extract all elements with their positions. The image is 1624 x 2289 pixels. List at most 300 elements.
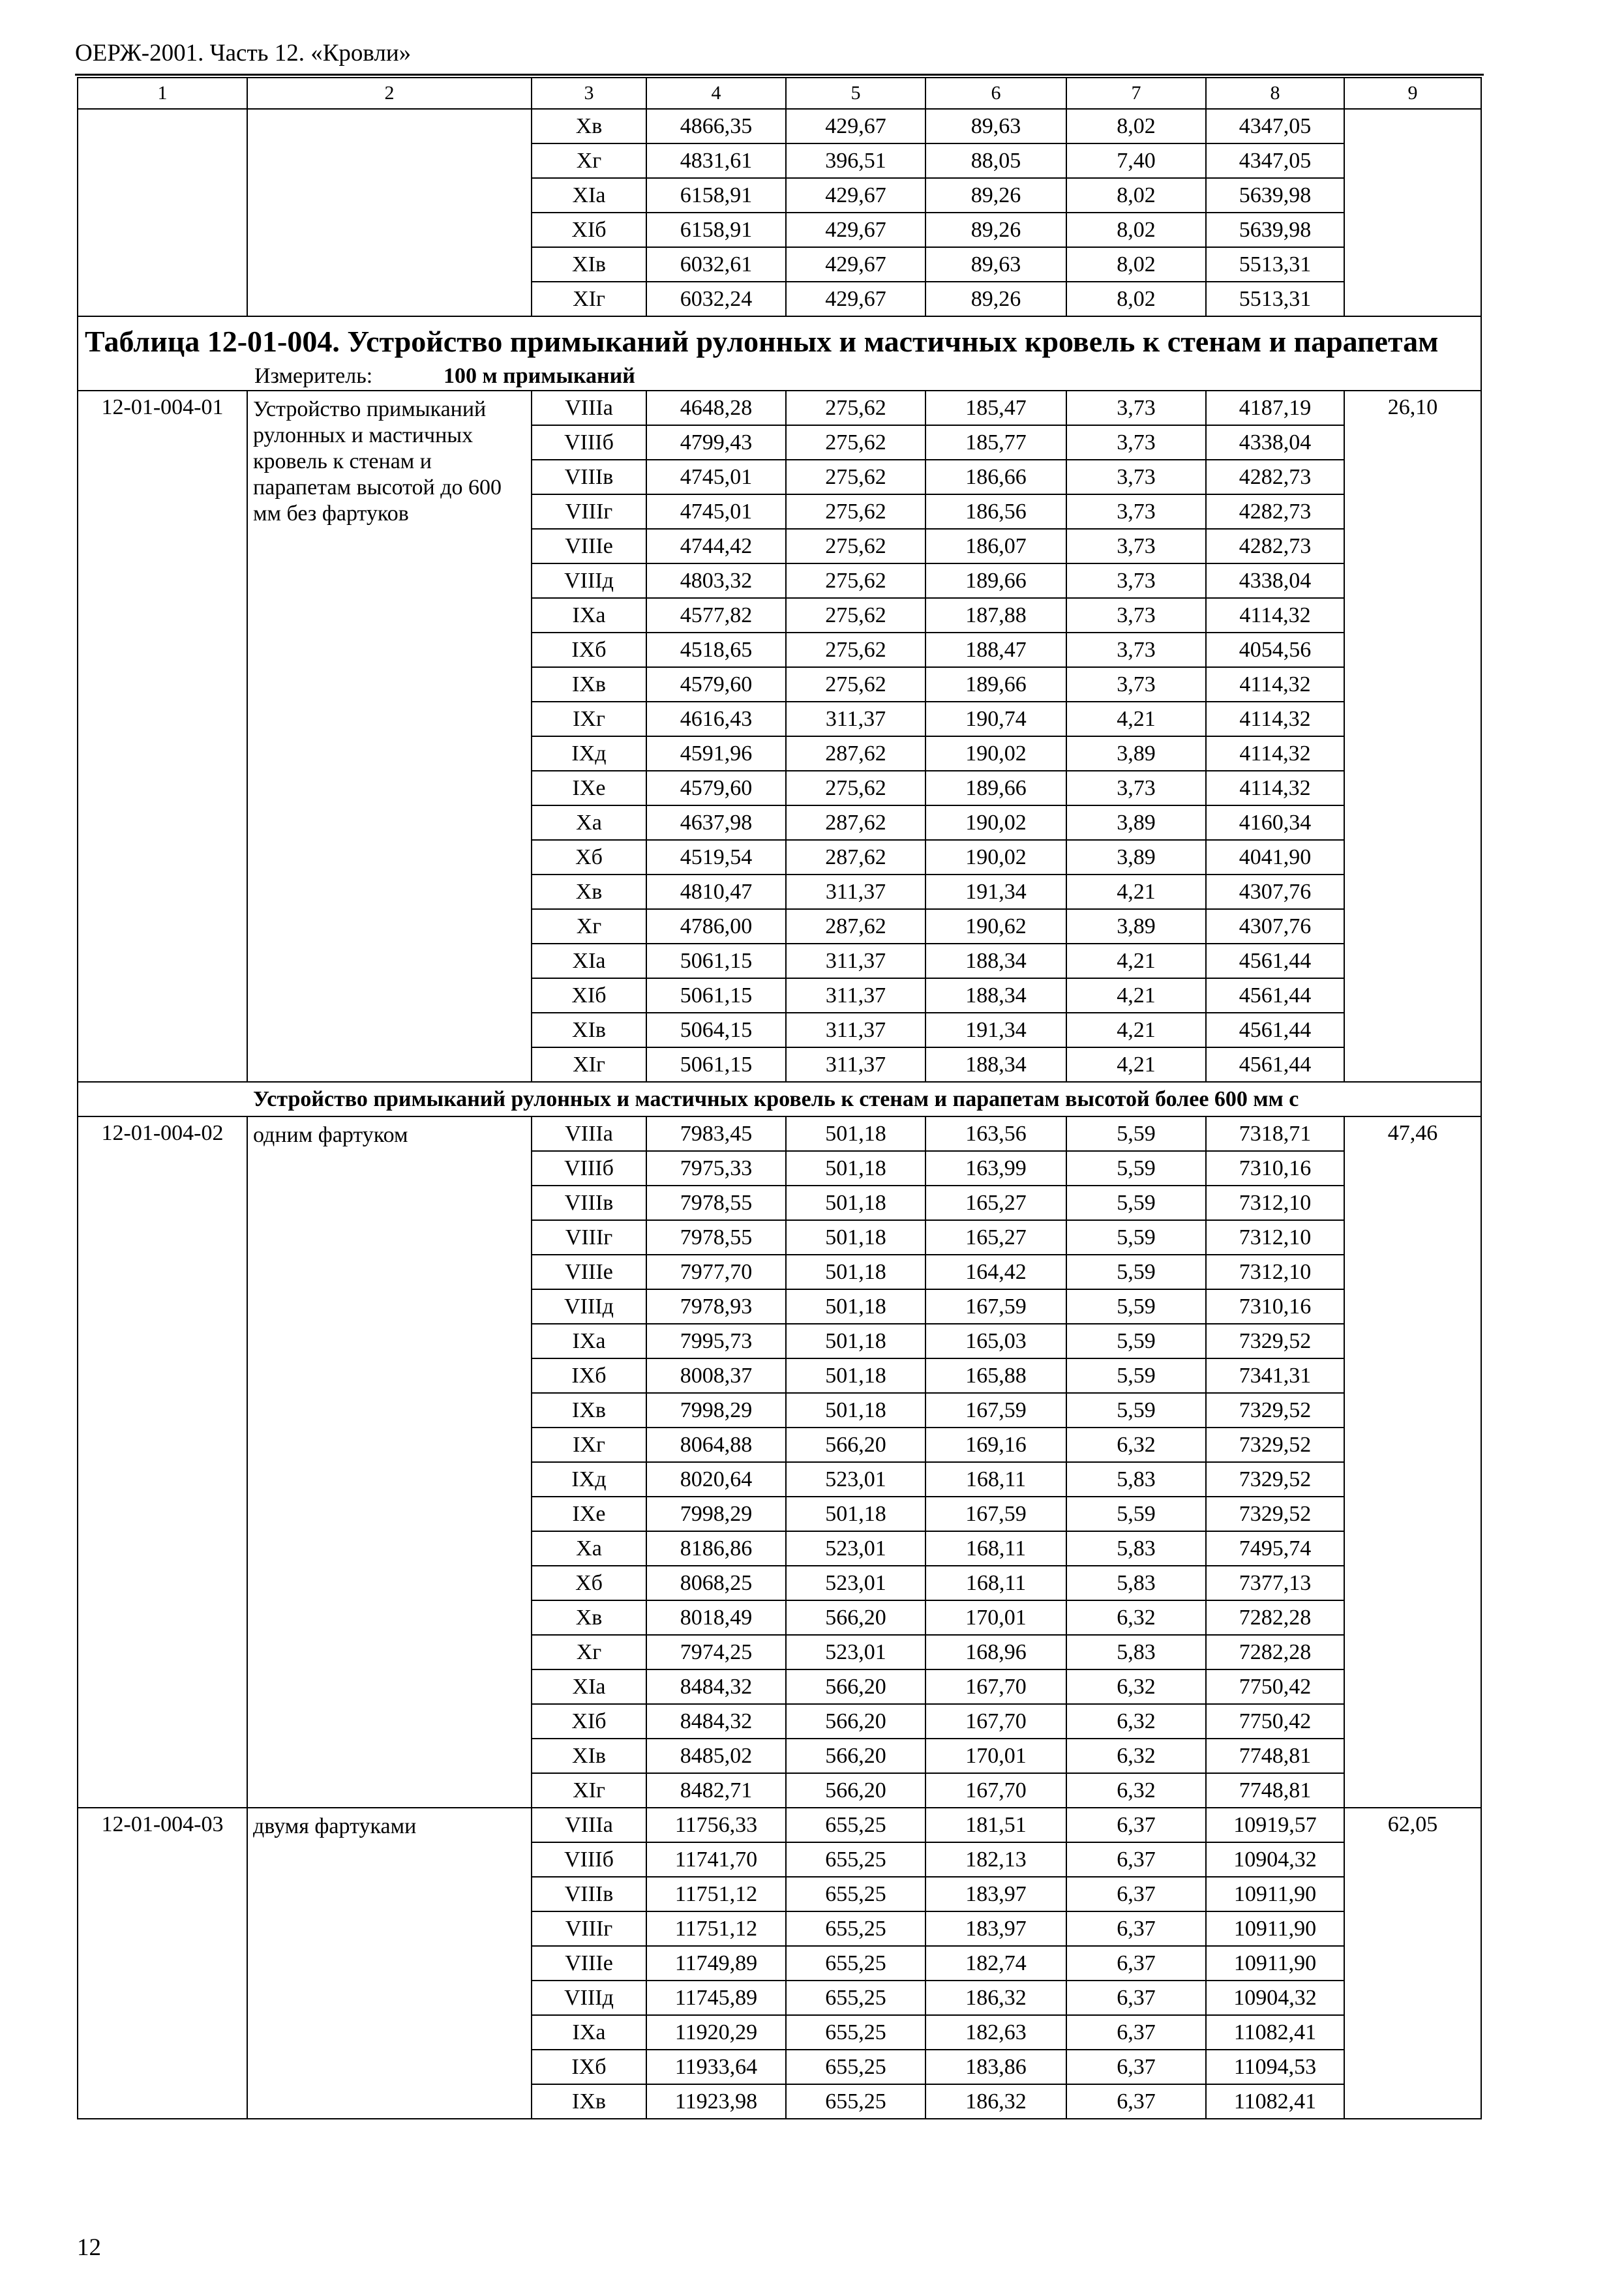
region-cell: XIб <box>532 978 646 1013</box>
value-cell: 168,11 <box>925 1566 1066 1600</box>
value-cell: 7329,52 <box>1206 1324 1344 1358</box>
value-cell: 163,56 <box>925 1116 1066 1151</box>
value-cell: 168,96 <box>925 1635 1066 1669</box>
value-cell: 183,97 <box>925 1877 1066 1911</box>
value-cell: 8068,25 <box>646 1566 786 1600</box>
value-cell: 7998,29 <box>646 1497 786 1531</box>
value-cell: 429,67 <box>786 247 925 282</box>
value-cell: 7977,70 <box>646 1255 786 1289</box>
value-cell: 566,20 <box>786 1600 925 1635</box>
value-cell: 5,83 <box>1066 1462 1206 1497</box>
value-cell: 7310,16 <box>1206 1289 1344 1324</box>
region-cell: XIв <box>532 1739 646 1773</box>
value-cell: 4745,01 <box>646 494 786 529</box>
value-cell: 275,62 <box>786 598 925 633</box>
value-cell: 4282,73 <box>1206 494 1344 529</box>
value-cell: 5,83 <box>1066 1566 1206 1600</box>
value-cell: 4616,43 <box>646 702 786 736</box>
value-cell: 311,37 <box>786 978 925 1013</box>
value-cell: 190,02 <box>925 840 1066 875</box>
region-cell: IXг <box>532 1428 646 1462</box>
value-cell: 311,37 <box>786 944 925 978</box>
value-cell: 8,02 <box>1066 247 1206 282</box>
value-cell: 4518,65 <box>646 633 786 667</box>
value-cell: 187,88 <box>925 598 1066 633</box>
value-cell: 4114,32 <box>1206 736 1344 771</box>
value-cell: 181,51 <box>925 1808 1066 1842</box>
value-cell: 189,66 <box>925 771 1066 805</box>
value-cell: 7329,52 <box>1206 1462 1344 1497</box>
region-cell: VIIIв <box>532 1186 646 1220</box>
value-cell: 6,37 <box>1066 2084 1206 2119</box>
value-cell: 4,21 <box>1066 1047 1206 1082</box>
value-cell: 4810,47 <box>646 875 786 909</box>
value-cell: 429,67 <box>786 109 925 143</box>
value-cell: 6,32 <box>1066 1704 1206 1739</box>
value-cell: 4338,04 <box>1206 563 1344 598</box>
value-cell: 275,62 <box>786 633 925 667</box>
value-cell: 10911,90 <box>1206 1946 1344 1981</box>
value-cell: 5061,15 <box>646 1047 786 1082</box>
value-cell: 186,07 <box>925 529 1066 563</box>
value-cell: 7,40 <box>1066 143 1206 178</box>
value-cell: 3,73 <box>1066 667 1206 702</box>
value-cell: 6,32 <box>1066 1600 1206 1635</box>
value-cell: 168,11 <box>925 1462 1066 1497</box>
value-cell: 4160,34 <box>1206 805 1344 840</box>
region-cell: XIа <box>532 944 646 978</box>
value-cell: 311,37 <box>786 1013 925 1047</box>
value-cell: 4,21 <box>1066 978 1206 1013</box>
value-cell: 4579,60 <box>646 771 786 805</box>
value-cell: 10919,57 <box>1206 1808 1344 1842</box>
value-cell: 186,66 <box>925 460 1066 494</box>
value-cell: 4519,54 <box>646 840 786 875</box>
value-cell: 4,21 <box>1066 875 1206 909</box>
value-cell: 566,20 <box>786 1669 925 1704</box>
value-cell: 11751,12 <box>646 1911 786 1946</box>
region-cell: IXа <box>532 598 646 633</box>
region-cell: XIг <box>532 282 646 316</box>
value-cell: 501,18 <box>786 1116 925 1151</box>
value-cell: 167,70 <box>925 1704 1066 1739</box>
value-cell: 8008,37 <box>646 1358 786 1393</box>
value-cell: 5,59 <box>1066 1393 1206 1428</box>
region-cell: VIIIд <box>532 563 646 598</box>
value-cell: 3,89 <box>1066 909 1206 944</box>
value-cell: 11741,70 <box>646 1842 786 1877</box>
value-cell: 655,25 <box>786 1946 925 1981</box>
region-cell: Xа <box>532 1531 646 1566</box>
table-title: Таблица 12-01-004. Устройство примыканий рулонных и мастичных кровель к стенам и парапетам <box>85 325 1439 358</box>
value-cell: 89,26 <box>925 213 1066 247</box>
value-cell: 8018,49 <box>646 1600 786 1635</box>
value-cell: 5,59 <box>1066 1255 1206 1289</box>
value-cell: 4,21 <box>1066 702 1206 736</box>
region-cell: VIIIг <box>532 1911 646 1946</box>
value-cell: 6,37 <box>1066 2015 1206 2050</box>
value-cell: 4637,98 <box>646 805 786 840</box>
value-cell: 7329,52 <box>1206 1428 1344 1462</box>
region-cell: Xв <box>532 1600 646 1635</box>
value-cell: 311,37 <box>786 702 925 736</box>
value-cell: 11082,41 <box>1206 2084 1344 2119</box>
value-cell: 311,37 <box>786 875 925 909</box>
value-cell: 89,63 <box>925 247 1066 282</box>
value-cell: 501,18 <box>786 1393 925 1428</box>
value-cell: 4579,60 <box>646 667 786 702</box>
value-cell: 4799,43 <box>646 425 786 460</box>
value-cell: 186,32 <box>925 2084 1066 2119</box>
value-cell: 4114,32 <box>1206 598 1344 633</box>
labor-norm: 62,05 <box>1344 1808 1481 2119</box>
value-cell: 5064,15 <box>646 1013 786 1047</box>
value-cell: 501,18 <box>786 1186 925 1220</box>
value-cell: 7329,52 <box>1206 1393 1344 1428</box>
column-number-row <box>78 78 1481 109</box>
region-cell: VIIIд <box>532 1981 646 2015</box>
value-cell: 11751,12 <box>646 1877 786 1911</box>
value-cell: 7310,16 <box>1206 1151 1344 1186</box>
value-cell: 10911,90 <box>1206 1877 1344 1911</box>
value-cell: 5,59 <box>1066 1220 1206 1255</box>
rate-code: 12-01-004-03 <box>78 1808 247 2119</box>
value-cell: 169,16 <box>925 1428 1066 1462</box>
value-cell: 4338,04 <box>1206 425 1344 460</box>
value-cell: 275,62 <box>786 667 925 702</box>
value-cell: 188,34 <box>925 944 1066 978</box>
column-number: 7 <box>1066 78 1206 109</box>
value-cell: 6,32 <box>1066 1773 1206 1808</box>
value-cell: 8484,32 <box>646 1669 786 1704</box>
value-cell: 6,37 <box>1066 1911 1206 1946</box>
value-cell: 523,01 <box>786 1635 925 1669</box>
region-cell: VIIIб <box>532 425 646 460</box>
rate-code: 12-01-004-02 <box>78 1116 247 1808</box>
region-cell: VIIIв <box>532 460 646 494</box>
value-cell: 189,66 <box>925 667 1066 702</box>
region-cell: VIIIв <box>532 1877 646 1911</box>
value-cell: 3,73 <box>1066 529 1206 563</box>
region-cell: VIIIа <box>532 391 646 425</box>
value-cell: 5639,98 <box>1206 213 1344 247</box>
value-cell: 3,73 <box>1066 771 1206 805</box>
value-cell: 7750,42 <box>1206 1669 1344 1704</box>
value-cell: 7748,81 <box>1206 1739 1344 1773</box>
value-cell: 4561,44 <box>1206 978 1344 1013</box>
rate-description: Устройство примыканий рулонных и мастичных кровель к стенам и парапетам высотой до 600 мм без фартуков <box>247 391 532 1082</box>
value-cell: 7998,29 <box>646 1393 786 1428</box>
region-cell: IXе <box>532 1497 646 1531</box>
value-cell: 7318,71 <box>1206 1116 1344 1151</box>
value-cell: 7312,10 <box>1206 1220 1344 1255</box>
value-cell: 11920,29 <box>646 2015 786 2050</box>
value-cell: 11082,41 <box>1206 2015 1344 2050</box>
value-cell: 6,37 <box>1066 2050 1206 2084</box>
empty-code-cell <box>78 109 247 316</box>
value-cell: 8,02 <box>1066 109 1206 143</box>
value-cell: 501,18 <box>786 1358 925 1393</box>
region-cell: VIIIг <box>532 494 646 529</box>
value-cell: 287,62 <box>786 736 925 771</box>
value-cell: 165,27 <box>925 1186 1066 1220</box>
region-cell: Xг <box>532 143 646 178</box>
value-cell: 501,18 <box>786 1151 925 1186</box>
value-cell: 3,89 <box>1066 805 1206 840</box>
value-cell: 5513,31 <box>1206 282 1344 316</box>
value-cell: 275,62 <box>786 460 925 494</box>
value-cell: 5061,15 <box>646 944 786 978</box>
value-cell: 7377,13 <box>1206 1566 1344 1600</box>
value-cell: 11745,89 <box>646 1981 786 2015</box>
value-cell: 191,34 <box>925 1013 1066 1047</box>
value-cell: 7312,10 <box>1206 1186 1344 1220</box>
value-cell: 4591,96 <box>646 736 786 771</box>
value-cell: 8,02 <box>1066 213 1206 247</box>
value-cell: 655,25 <box>786 1808 925 1842</box>
table-row <box>78 109 1481 143</box>
value-cell: 183,97 <box>925 1911 1066 1946</box>
value-cell: 8186,86 <box>646 1531 786 1566</box>
value-cell: 655,25 <box>786 2050 925 2084</box>
value-cell: 6,37 <box>1066 1946 1206 1981</box>
region-cell: IXд <box>532 736 646 771</box>
value-cell: 7978,55 <box>646 1220 786 1255</box>
region-cell: IXе <box>532 771 646 805</box>
region-cell: VIIIб <box>532 1151 646 1186</box>
column-number: 1 <box>78 78 247 109</box>
region-cell: XIб <box>532 1704 646 1739</box>
value-cell: 4,21 <box>1066 1013 1206 1047</box>
value-cell: 4744,42 <box>646 529 786 563</box>
region-cell: VIIIе <box>532 1255 646 1289</box>
value-cell: 566,20 <box>786 1739 925 1773</box>
value-cell: 523,01 <box>786 1462 925 1497</box>
value-cell: 4282,73 <box>1206 529 1344 563</box>
region-cell: Xв <box>532 109 646 143</box>
value-cell: 4648,28 <box>646 391 786 425</box>
value-cell: 167,59 <box>925 1497 1066 1531</box>
value-cell: 501,18 <box>786 1220 925 1255</box>
value-cell: 655,25 <box>786 1877 925 1911</box>
value-cell: 396,51 <box>786 143 925 178</box>
value-cell: 191,34 <box>925 875 1066 909</box>
table-row <box>78 1808 1481 1842</box>
value-cell: 4803,32 <box>646 563 786 598</box>
value-cell: 188,34 <box>925 978 1066 1013</box>
value-cell: 10904,32 <box>1206 1842 1344 1877</box>
column-number: 8 <box>1206 78 1344 109</box>
value-cell: 501,18 <box>786 1255 925 1289</box>
column-number: 2 <box>247 78 532 109</box>
region-cell: IXа <box>532 1324 646 1358</box>
value-cell: 6158,91 <box>646 213 786 247</box>
region-cell: XIб <box>532 213 646 247</box>
value-cell: 3,73 <box>1066 494 1206 529</box>
value-cell: 655,25 <box>786 1911 925 1946</box>
value-cell: 275,62 <box>786 563 925 598</box>
value-cell: 4307,76 <box>1206 909 1344 944</box>
region-cell: Xв <box>532 875 646 909</box>
value-cell: 275,62 <box>786 391 925 425</box>
value-cell: 5,59 <box>1066 1358 1206 1393</box>
value-cell: 7329,52 <box>1206 1497 1344 1531</box>
value-cell: 10904,32 <box>1206 1981 1344 2015</box>
value-cell: 6,32 <box>1066 1428 1206 1462</box>
value-cell: 7983,45 <box>646 1116 786 1151</box>
value-cell: 4114,32 <box>1206 702 1344 736</box>
value-cell: 4307,76 <box>1206 875 1344 909</box>
value-cell: 655,25 <box>786 2084 925 2119</box>
value-cell: 11756,33 <box>646 1808 786 1842</box>
value-cell: 6032,24 <box>646 282 786 316</box>
value-cell: 11923,98 <box>646 2084 786 2119</box>
meter-label: Измеритель: <box>254 364 373 388</box>
value-cell: 182,74 <box>925 1946 1066 1981</box>
value-cell: 185,77 <box>925 425 1066 460</box>
value-cell: 190,62 <box>925 909 1066 944</box>
value-cell: 6,37 <box>1066 1877 1206 1911</box>
value-cell: 7282,28 <box>1206 1635 1344 1669</box>
value-cell: 6,37 <box>1066 1981 1206 2015</box>
value-cell: 182,63 <box>925 2015 1066 2050</box>
value-cell: 5,83 <box>1066 1635 1206 1669</box>
region-cell: VIIIа <box>532 1808 646 1842</box>
value-cell: 4347,05 <box>1206 143 1344 178</box>
value-cell: 4,21 <box>1066 944 1206 978</box>
value-cell: 167,70 <box>925 1773 1066 1808</box>
table-body <box>78 78 1481 2119</box>
value-cell: 4041,90 <box>1206 840 1344 875</box>
value-cell: 275,62 <box>786 771 925 805</box>
value-cell: 8484,32 <box>646 1704 786 1739</box>
value-cell: 88,05 <box>925 143 1066 178</box>
value-cell: 188,47 <box>925 633 1066 667</box>
meter-cell <box>78 363 1481 391</box>
value-cell: 3,73 <box>1066 391 1206 425</box>
value-cell: 8,02 <box>1066 178 1206 213</box>
value-cell: 501,18 <box>786 1324 925 1358</box>
value-cell: 655,25 <box>786 2015 925 2050</box>
region-cell: XIг <box>532 1773 646 1808</box>
region-cell: IXг <box>532 702 646 736</box>
value-cell: 3,73 <box>1066 598 1206 633</box>
table-title-cell <box>78 316 1481 363</box>
value-cell: 190,02 <box>925 736 1066 771</box>
value-cell: 165,03 <box>925 1324 1066 1358</box>
value-cell: 11094,53 <box>1206 2050 1344 2084</box>
value-cell: 4866,35 <box>646 109 786 143</box>
rate-code: 12-01-004-01 <box>78 391 247 1082</box>
page-number: 12 <box>77 2234 101 2261</box>
value-cell: 523,01 <box>786 1531 925 1566</box>
value-cell: 655,25 <box>786 1842 925 1877</box>
value-cell: 5,59 <box>1066 1116 1206 1151</box>
column-number: 4 <box>646 78 786 109</box>
value-cell: 4114,32 <box>1206 667 1344 702</box>
value-cell: 4561,44 <box>1206 1047 1344 1082</box>
rate-description: одним фартуком <box>247 1116 532 1808</box>
value-cell: 4831,61 <box>646 143 786 178</box>
value-cell: 164,42 <box>925 1255 1066 1289</box>
value-cell: 5,59 <box>1066 1289 1206 1324</box>
region-cell: XIв <box>532 1013 646 1047</box>
value-cell: 10911,90 <box>1206 1911 1344 1946</box>
rates-table <box>77 77 1482 2119</box>
value-cell: 275,62 <box>786 494 925 529</box>
value-cell: 6,32 <box>1066 1739 1206 1773</box>
value-cell: 186,56 <box>925 494 1066 529</box>
value-cell: 7341,31 <box>1206 1358 1344 1393</box>
column-number: 3 <box>532 78 646 109</box>
value-cell: 5,59 <box>1066 1324 1206 1358</box>
value-cell: 6,37 <box>1066 1842 1206 1877</box>
value-cell: 189,66 <box>925 563 1066 598</box>
value-cell: 429,67 <box>786 213 925 247</box>
value-cell: 523,01 <box>786 1566 925 1600</box>
value-cell: 89,26 <box>925 178 1066 213</box>
value-cell: 165,88 <box>925 1358 1066 1393</box>
value-cell: 5513,31 <box>1206 247 1344 282</box>
value-cell: 566,20 <box>786 1428 925 1462</box>
value-cell: 4786,00 <box>646 909 786 944</box>
value-cell: 7978,93 <box>646 1289 786 1324</box>
region-cell: IXб <box>532 633 646 667</box>
value-cell: 7282,28 <box>1206 1600 1344 1635</box>
value-cell: 8485,02 <box>646 1739 786 1773</box>
subheading-row <box>78 1082 1481 1116</box>
value-cell: 4054,56 <box>1206 633 1344 667</box>
value-cell: 5,83 <box>1066 1531 1206 1566</box>
value-cell: 655,25 <box>786 1981 925 2015</box>
column-number: 6 <box>925 78 1066 109</box>
value-cell: 566,20 <box>786 1773 925 1808</box>
value-cell: 168,11 <box>925 1531 1066 1566</box>
meter-value: 100 м примыканий <box>444 364 635 388</box>
labor-norm: 26,10 <box>1344 391 1481 1082</box>
value-cell: 7978,55 <box>646 1186 786 1220</box>
region-cell: VIIIа <box>532 1116 646 1151</box>
value-cell: 4745,01 <box>646 460 786 494</box>
region-cell: VIIIе <box>532 1946 646 1981</box>
value-cell: 165,27 <box>925 1220 1066 1255</box>
value-cell: 4347,05 <box>1206 109 1344 143</box>
value-cell: 4561,44 <box>1206 944 1344 978</box>
value-cell: 188,34 <box>925 1047 1066 1082</box>
value-cell: 6158,91 <box>646 178 786 213</box>
value-cell: 3,89 <box>1066 840 1206 875</box>
value-cell: 7312,10 <box>1206 1255 1344 1289</box>
value-cell: 287,62 <box>786 840 925 875</box>
region-cell: VIIIг <box>532 1220 646 1255</box>
value-cell: 7750,42 <box>1206 1704 1344 1739</box>
column-number: 9 <box>1344 78 1481 109</box>
region-cell: IXб <box>532 1358 646 1393</box>
value-cell: 501,18 <box>786 1289 925 1324</box>
value-cell: 8020,64 <box>646 1462 786 1497</box>
value-cell: 190,74 <box>925 702 1066 736</box>
value-cell: 183,86 <box>925 2050 1066 2084</box>
value-cell: 11749,89 <box>646 1946 786 1981</box>
region-cell: IXв <box>532 1393 646 1428</box>
region-cell: IXв <box>532 2084 646 2119</box>
value-cell: 4561,44 <box>1206 1013 1344 1047</box>
region-cell: Xб <box>532 1566 646 1600</box>
value-cell: 4577,82 <box>646 598 786 633</box>
value-cell: 167,59 <box>925 1289 1066 1324</box>
labor-norm: 47,46 <box>1344 1116 1481 1808</box>
value-cell: 4114,32 <box>1206 771 1344 805</box>
